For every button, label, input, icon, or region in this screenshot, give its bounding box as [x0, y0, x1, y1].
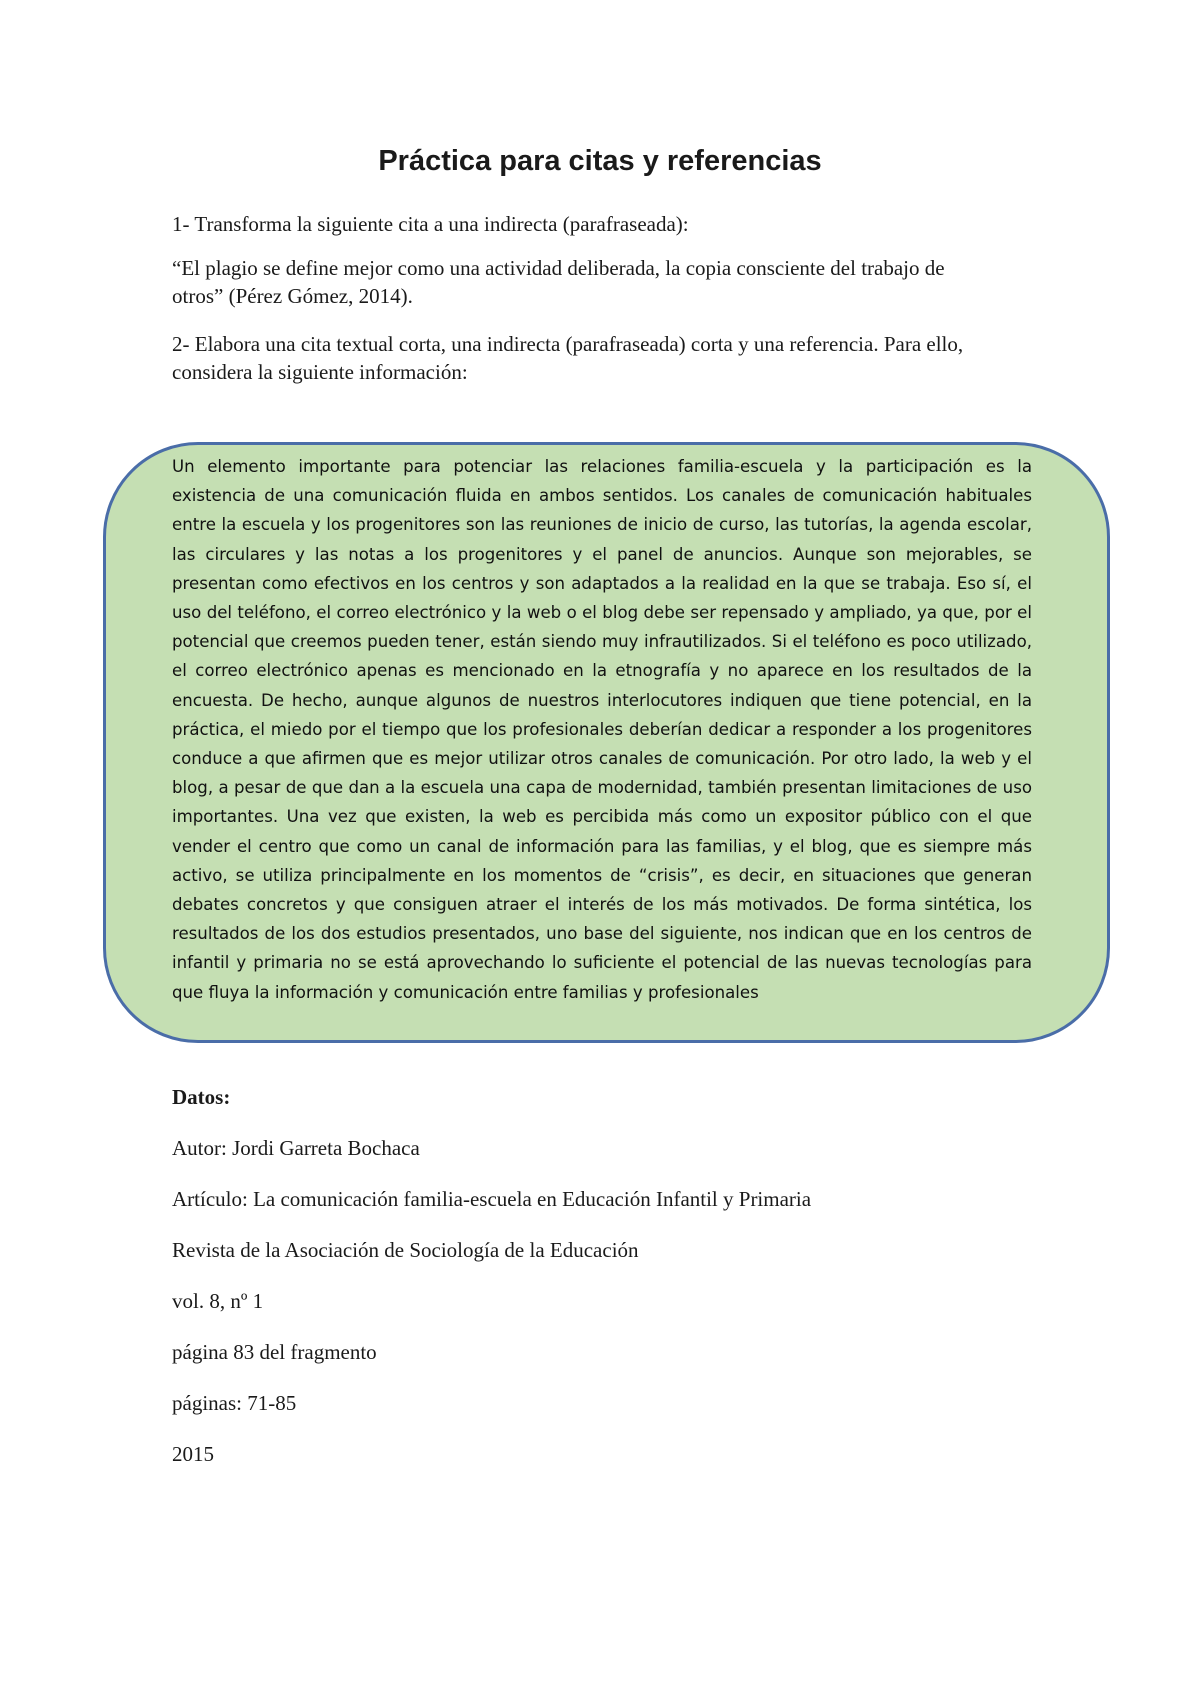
data-author: Autor: Jordi Garreta Bochaca — [172, 1136, 420, 1160]
instruction-2: 2- Elabora una cita textual corta, una indirecta (parafraseada) corta y una referencia. Para ello, considera la siguiente información: — [172, 332, 964, 384]
data-heading: Datos: — [172, 1085, 231, 1109]
data-journal: Revista de la Asociación de Sociología de la Educación — [172, 1238, 639, 1262]
data-fragment-page: página 83 del fragmento — [172, 1340, 377, 1364]
data-pages: páginas: 71-85 — [172, 1391, 297, 1415]
data-year: 2015 — [172, 1442, 214, 1466]
instruction-1: 1- Transforma la siguiente cita a una indirecta (parafraseada): — [172, 212, 689, 236]
passage-text: Un elemento importante para potenciar las relaciones familia-escuela y la participación es la existencia de una comunicación fluida en ambos sentidos. Los canales de comunicación habituales entre la escuela y los progenitores son las reuniones de inicio de curso, las tutorías, la agenda escolar, las circulares y las notas a los progenitores y el panel de anuncios. Aunque son mejorables, se presentan como efectivos en los centros y son adaptados a la realidad en la que se trabaja. Eso sí, el uso del teléfono, el correo electrónico y la web o el blog debe ser repensado y ampliado, ya que, por el potencial que creemos pueden tener, están siendo muy infrautilizados. Si el teléfono es poco utilizado, el correo electrónico apenas es mencionado en la etnografía y no aparece en los resultados de la encuesta. De hecho, aunque algunos de nuestros interlocutores indiquen que tiene potencial, en la práctica, el miedo por el tiempo que los profesionales deberían dedicar a responder a los progenitores conduce a que afirmen que es mejor utilizar otros canales de comunicación. Por otro lado, la web y el blog, a pesar de que dan a la escuela una capa de modernidad, también presentan limitaciones de uso importantes. Una vez que existen, la web es percibida más como un expositor público con el que vender el centro que como un canal de información para las familias, y el blog, que es siempre más activo, se utiliza principalmente en los momentos de “crisis”, es decir, en situaciones que generan debates concretos y que consiguen atraer el interés de los más motivados. De forma sintética, los resultados de los dos estudios presentados, uno base del siguiente, nos indican que en los centros de infantil y primaria no se está aprovechando lo suficiente el potencial de las nuevas tecnologías para que fluya la información y comunicación entre familias y profesionales — [172, 457, 1032, 1002]
data-volume: vol. 8, nº 1 — [172, 1289, 264, 1313]
quote-text: “El plagio se define mejor como una actividad deliberada, la copia consciente del trabajo de otros” (Pérez Gómez, 2014). — [172, 256, 945, 308]
data-article: Artículo: La comunicación familia-escuela en Educación Infantil y Primaria — [172, 1187, 812, 1211]
data-section — [172, 1083, 1032, 1491]
document-title: Práctica para citas y referencias — [378, 145, 822, 177]
